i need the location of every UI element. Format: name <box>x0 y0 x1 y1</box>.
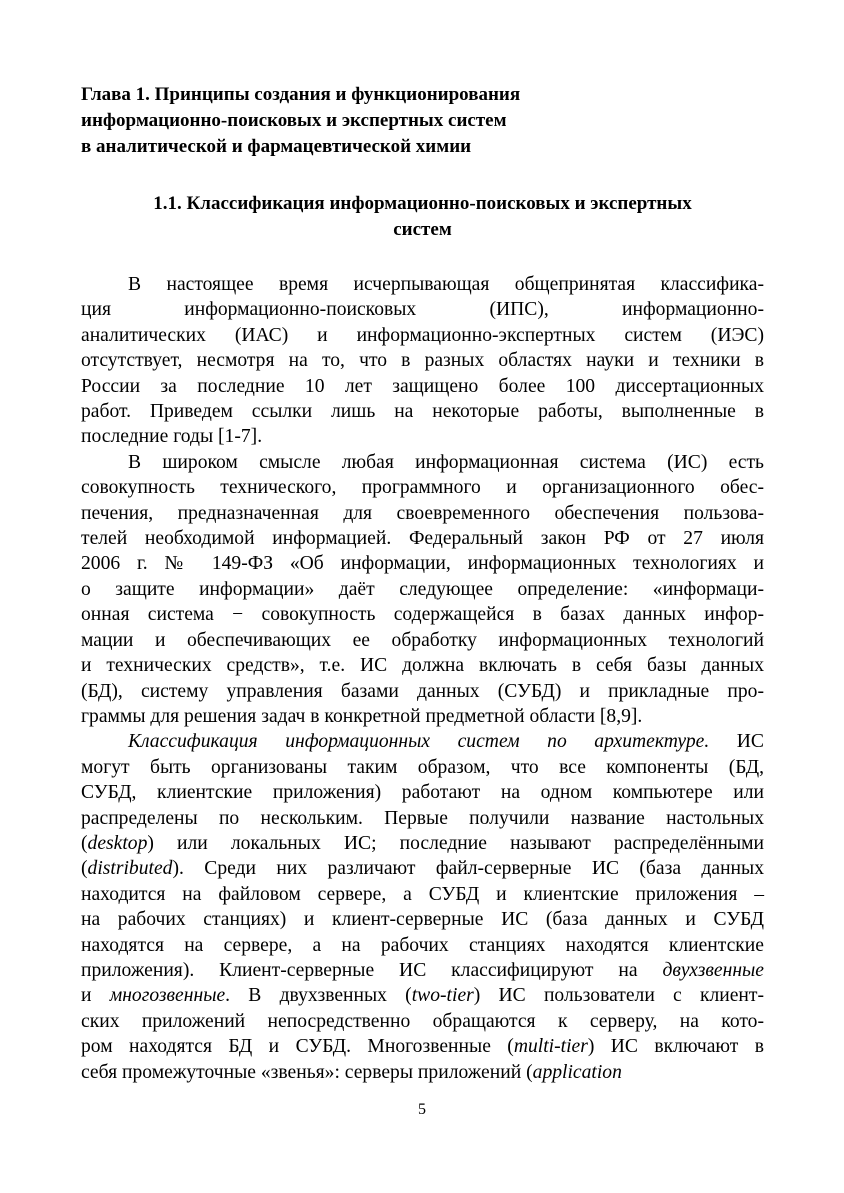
italic-term: multi-tier <box>513 1036 588 1058</box>
text-line: о защите информации» даёт следующее определение: «информаци- <box>81 578 764 600</box>
italic-term: двухзвенные <box>662 959 764 981</box>
text-line: ром находятся БД и СУБД. Многозвенные (multi-tier) ИС включают в <box>81 1036 764 1058</box>
text-line: СУБД, клиентские приложения) работают на одном компьютере или <box>81 782 764 804</box>
text-line: отсутствует, несмотря на то, что в разных областях науки и техники в <box>81 350 764 372</box>
chapter-title <box>81 82 764 160</box>
text-line: себя промежуточные «звенья»: серверы приложений (application <box>81 1061 622 1083</box>
italic-term: two-tier <box>411 985 474 1007</box>
text-line: (desktop) или локальных ИС; последние называют распределёнными <box>81 832 764 854</box>
italic-term: distributed <box>87 858 173 880</box>
text-line: могут быть организованы таким образом, что все компоненты (БД, <box>81 756 764 778</box>
chapter-title-line-2: информационно-поисковых и экспертных систем <box>81 110 507 131</box>
text-line: на рабочих станциях) и клиент-серверные ИС (база данных и СУБД <box>81 909 764 931</box>
text-line: последние годы [1-7]. <box>81 426 263 448</box>
text-line: приложения). Клиент-серверные ИС классифицируют на двухзвенные <box>81 959 764 981</box>
text-line: (distributed). Среди них различают файл-серверные ИС (база данных <box>81 858 764 880</box>
text-line: работ. Приведем ссылки лишь на некоторые работы, выполненные в <box>81 401 764 423</box>
text-line: телей необходимой информацией. Федеральный закон РФ от 27 июля <box>81 528 764 550</box>
italic-term: desktop <box>87 832 148 854</box>
text-line: ция информационно-поисковых (ИПС), информационно- <box>81 299 764 321</box>
text-line: находится на файловом сервере, а СУБД и клиентские приложения – <box>81 883 764 905</box>
italic-term: application <box>532 1061 622 1083</box>
text-line: граммы для решения задач в конкретной предметной области [8,9]. <box>81 705 643 727</box>
body-text <box>81 272 764 1085</box>
text-line: онная система − совокупность содержащейся в базах данных инфор- <box>81 604 764 626</box>
text-line: Классификация информационных систем по архитектуре. ИС <box>128 731 764 753</box>
text-line: 2006 г. № 149-ФЗ «Об информации, информационных технологиях и <box>81 553 764 575</box>
text-line: печения, предназначенная для своевременного обеспечения пользова- <box>81 502 764 524</box>
text-line: мации и обеспечивающих ее обработку информационных технологий <box>81 629 764 651</box>
italic-term: Классификация информационных систем по архитектуре. <box>128 731 710 753</box>
paragraph-3 <box>81 729 764 1085</box>
text-line: России за последние 10 лет защищено более 100 диссертационных <box>81 375 764 397</box>
paragraph-1 <box>81 272 764 450</box>
paragraph-2 <box>81 450 764 729</box>
text-line: и многозвенные. В двухзвенных (two-tier) ИС пользователи с клиент- <box>81 985 764 1007</box>
text-line: ских приложений непосредственно обращаются к серверу, на кото- <box>81 1010 764 1032</box>
text-line: (БД), систему управления базами данных (СУБД) и прикладные про- <box>81 680 764 702</box>
page-content <box>81 82 764 1085</box>
text-line: и технических средств», т.е. ИС должна включать в себя базы данных <box>81 655 764 677</box>
section-title <box>81 191 764 243</box>
text-line: аналитических (ИАС) и информационно-экспертных систем (ИЭС) <box>81 324 764 346</box>
section-title-line-2: систем <box>393 219 452 240</box>
italic-term: многозвенные <box>109 985 226 1007</box>
text-line: находятся на сервере, а на рабочих станциях находятся клиентские <box>81 934 764 956</box>
text-line: совокупность технического, программного и организационного обес- <box>81 477 764 499</box>
text-line: распределены по нескольким. Первые получили название настольных <box>81 807 764 829</box>
text-line: В настоящее время исчерпывающая общепринятая классифика- <box>128 274 764 295</box>
chapter-title-line-3: в аналитической и фармацевтической химии <box>81 136 472 157</box>
section-title-line-1: 1.1. Классификация информационно-поисковых и экспертных <box>153 193 692 214</box>
chapter-title-line-1: Глава 1. Принципы создания и функционирования <box>81 84 521 105</box>
page-number: 5 <box>418 1101 426 1118</box>
text-line: В широком смысле любая информационная система (ИС) есть <box>128 451 764 473</box>
